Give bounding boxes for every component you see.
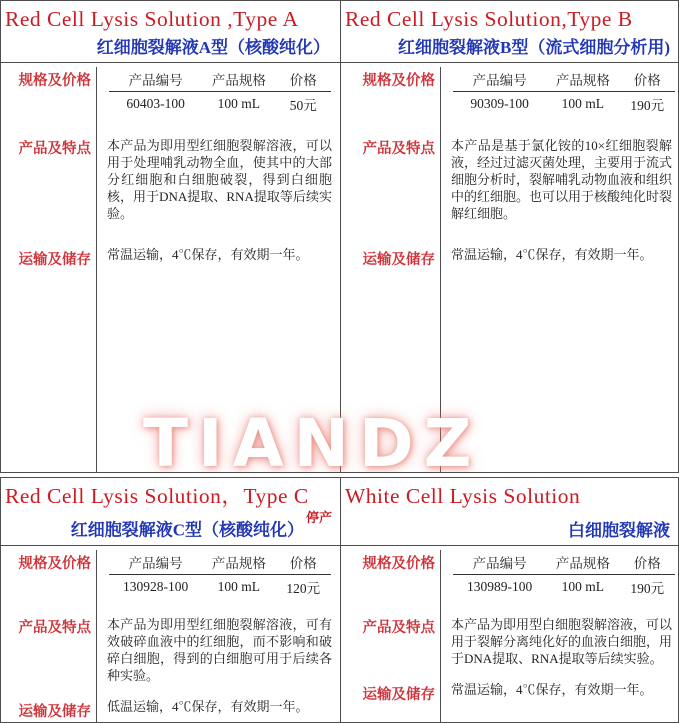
product-quadrant-type-b: [340, 1, 679, 472]
features-text: 本产品为即用型红细胞裂解溶液，可有效破碎血液中的红细胞，而不影响和破碎白细胞，得到的白细胞可用于后续各种实验。: [107, 617, 332, 683]
product-title-cn-text: 红细胞裂解液B型（流式细胞分析用): [398, 38, 670, 57]
product-code: 130989-100: [466, 579, 533, 594]
product-header: [341, 1, 679, 63]
row-label-features: 产品及特点: [18, 620, 91, 636]
product-price: 120元: [286, 581, 321, 596]
price-table-data-row: [109, 92, 331, 116]
price-table-data-row: [453, 92, 675, 116]
product-quadrant-white-cell: [340, 478, 679, 722]
price-table: [453, 68, 675, 115]
product-title-cn-text: 白细胞裂解液: [568, 521, 670, 540]
tiandz-watermark: TIANDZ: [143, 405, 482, 473]
col-header-price: 价格: [275, 551, 331, 575]
features-text: 本产品为即用型红细胞裂解溶液，可以用于处理哺乳动物全血，使其中的大部分红细胞和白细胞破裂，得到白细胞核，用于DNA提取、RNA提取等后续实验。: [107, 138, 332, 221]
row-label-storage: 运输及储存: [362, 252, 435, 268]
specs-row: [341, 550, 679, 598]
features-row: [1, 135, 340, 222]
storage-text: 常温运输，4℃保存，有效期一年。: [107, 247, 309, 262]
product-code: 90309-100: [470, 96, 529, 111]
price-table-header-row: [453, 551, 675, 575]
specs-content: [440, 67, 679, 115]
specs-row: [1, 550, 340, 598]
specs-content: [96, 550, 340, 598]
label-column-divider: [96, 67, 97, 473]
product-code: 130928-100: [122, 579, 189, 594]
product-title-en: Red Cell Lysis Solution，Type C: [5, 484, 309, 508]
col-header-size: 产品规格: [546, 68, 619, 92]
product-body: [341, 67, 679, 473]
label-column-divider: [440, 67, 441, 473]
row-label-specs: 规格及价格: [18, 73, 91, 89]
price-table-data-row: [453, 575, 675, 599]
product-title-cn: [70, 510, 332, 541]
col-header-code: 产品编号: [453, 68, 546, 92]
storage-row: [341, 681, 679, 704]
row-label-storage: 运输及储存: [18, 704, 91, 720]
row-label-features: 产品及特点: [362, 620, 435, 636]
col-header-price: 价格: [619, 551, 675, 575]
label-column-divider: [440, 550, 441, 723]
product-price: 190元: [630, 581, 665, 596]
price-table-data-row: [109, 575, 331, 599]
storage-row: [341, 246, 679, 269]
product-title-en: Red Cell Lysis Solution,Type B: [345, 7, 633, 31]
product-header: [1, 1, 340, 63]
price-table: [453, 551, 675, 598]
price-table-header-row: [109, 68, 331, 92]
product-size: 100 mL: [217, 96, 261, 111]
storage-text: 常温运输，4℃保存，有效期一年。: [451, 247, 653, 262]
storage-row: [1, 246, 340, 269]
product-title-cn: [398, 33, 672, 58]
specs-row: [1, 67, 340, 115]
product-size: 100 mL: [561, 96, 605, 111]
row-label-features: 产品及特点: [18, 141, 91, 157]
col-header-code: 产品编号: [109, 551, 202, 575]
product-quadrant-type-c: [1, 478, 340, 722]
features-row: [1, 614, 340, 684]
price-table-header-row: [453, 68, 675, 92]
row-label-specs: 规格及价格: [362, 556, 435, 572]
label-column-divider: [96, 550, 97, 723]
storage-text: 常温运输，4℃保存，有效期一年。: [451, 682, 653, 697]
product-body: [1, 550, 340, 723]
col-header-size: 产品规格: [202, 551, 275, 575]
discontinued-badge: 停产: [305, 510, 332, 526]
specs-row: [341, 67, 679, 115]
product-body: [341, 550, 679, 723]
product-quadrant-type-a: [1, 1, 340, 472]
product-title-en: Red Cell Lysis Solution ,Type A: [5, 7, 299, 31]
product-body: [1, 67, 340, 473]
row-label-specs: 规格及价格: [18, 556, 91, 572]
product-header: [341, 478, 679, 546]
price-table: [109, 68, 331, 115]
col-header-size: 产品规格: [546, 551, 619, 575]
specs-content: [96, 67, 340, 115]
col-header-size: 产品规格: [202, 68, 275, 92]
product-title-cn-text: 红细胞裂解液C型（核酸纯化）: [70, 521, 304, 540]
col-header-price: 价格: [619, 68, 675, 92]
features-text: 本产品为即用型白细胞裂解溶液，可以用于裂解分离纯化好的血液白细胞，用于DNA提取、RNA提取等后续实验。: [451, 617, 673, 666]
product-size: 100 mL: [217, 579, 261, 594]
product-price: 50元: [289, 98, 317, 113]
product-code: 60403-100: [126, 96, 185, 111]
specs-content: [440, 550, 679, 598]
row-label-features: 产品及特点: [362, 141, 435, 157]
row-label-specs: 规格及价格: [362, 73, 435, 89]
row-label-storage: 运输及储存: [362, 687, 435, 703]
product-title-cn-text: 红细胞裂解液A型（核酸纯化）: [96, 38, 330, 57]
price-table-header-row: [109, 551, 331, 575]
row-label-storage: 运输及储存: [18, 252, 91, 268]
product-title-cn: [568, 516, 672, 541]
product-header: [1, 478, 340, 546]
product-title-cn: [97, 33, 332, 58]
product-price: 190元: [630, 98, 665, 113]
price-table: [109, 551, 331, 598]
col-header-code: 产品编号: [109, 68, 202, 92]
bottom-section: [0, 477, 679, 723]
storage-text: 低温运输，4℃保存，有效期一年。: [107, 699, 309, 714]
col-header-code: 产品编号: [453, 551, 546, 575]
features-row: [341, 135, 679, 222]
product-size: 100 mL: [561, 579, 605, 594]
features-text: 本产品是基于氯化铵的10×红细胞裂解液，经过过滤灭菌处理，主要用于流式细胞分析时，裂解哺乳动物血液和组织中的红细胞。也可以用于核酸纯化时裂解红细胞。: [451, 138, 673, 221]
product-title-en: White Cell Lysis Solution: [345, 484, 581, 508]
col-header-price: 价格: [275, 68, 331, 92]
storage-row: [1, 698, 340, 721]
features-row: [341, 614, 679, 667]
